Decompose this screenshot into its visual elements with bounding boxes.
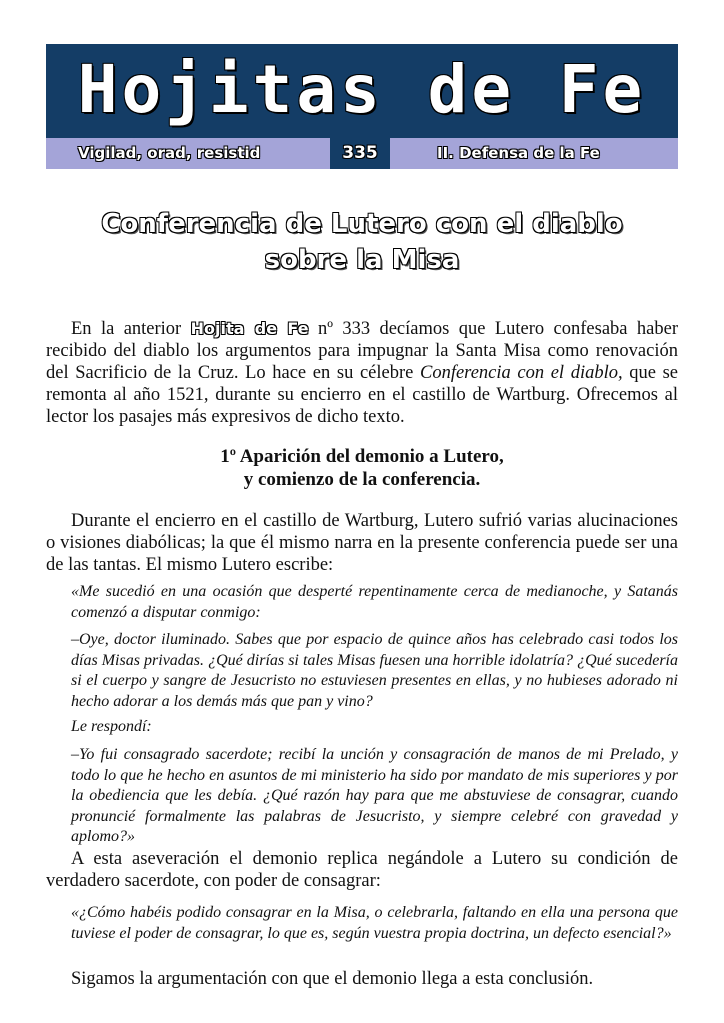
- intro-work: Conferencia con el diablo,: [419, 363, 623, 383]
- quote-1: «Me sucedió en una ocasión que desperté repentinamente cerca de medianoche, y Satanás comenzó a disputar conmigo:: [71, 583, 678, 621]
- masthead-motto: Vigilad, orad, resistid: [78, 144, 261, 162]
- paragraph-3: A esta aseveración el demonio replica negándole a Lutero su condición de verdadero sacerdote, con poder de consagrar:: [46, 849, 678, 891]
- intro-middle: nº 333 decíamos que Lutero confesaba haber recibido del diablo los argumentos para impugnar la Santa Misa como renovación del Sacrificio de la Cruz. Lo hace en su célebre: [46, 319, 678, 383]
- paragraph-2: Durante el encierro en el castillo de Wartburg, Lutero sufrió varias alucinaciones o visiones diabólicas; la que él mismo narra en la presente conferencia puede ser una de las tantas. El mismo Lutero escribe:: [46, 511, 678, 575]
- article-title-line1: Conferencia de Lutero con el diablo: [101, 209, 623, 239]
- section-heading: [46, 445, 678, 491]
- intro-before: En la anterior: [71, 319, 191, 339]
- quote-2-block: [46, 630, 678, 712]
- quote-3-block: [46, 717, 678, 738]
- paragraph-4: Sigamos la argumentación con que el demonio llega a esta conclusión.: [71, 969, 594, 989]
- quote-5-block: [46, 903, 678, 944]
- brand-inline: Hojita de Fe: [190, 319, 309, 338]
- paragraph-3-block: [46, 848, 678, 892]
- paragraph-4-block: [46, 968, 678, 990]
- quote-2: –Oye, doctor iluminado. Sabes que por espacio de quince años has celebrado casi todos los días Misas privadas. ¿Qué dirías si tales Misas fuesen una horrible idolatría? ¿Qué sucedería si el cuerpo y sangre de Jesucristo no estuviesen presentes en ellas, y no hubieses adorado ni hecho adorar a los demás más que pan y vino?: [71, 631, 678, 710]
- quote-5: «¿Cómo habéis podido consagrar en la Misa, o celebrarla, faltando en ella una persona que tuviese el poder de consagrar, lo que es, según vuestra propia doctrina, un defecto esencial?»: [71, 904, 678, 942]
- issue-number: 335: [330, 138, 390, 169]
- quote-4-block: [46, 745, 678, 848]
- article-title: [46, 206, 678, 278]
- intro-paragraph: [46, 318, 678, 428]
- intro-after: que se remonta al año 1521, durante su encierro en el castillo de Wartburg. Ofrecemos al lector los pasajes más expresivos de dicho texto.: [46, 363, 679, 427]
- section-heading-line2: y comienzo de la conferencia.: [243, 469, 481, 490]
- article-title-line2: sobre la Misa: [264, 245, 460, 275]
- masthead-title: Hojitas de Fe: [77, 51, 647, 128]
- quote-4: –Yo fui consagrado sacerdote; recibí la unción y consagración de manos de mi Prelado, y todo lo que he hecho en asuntos de mi ministerio ha sido por mandato de mis superiores y por la obediencia que les debía. ¿Qué razón hay para que me abstuviese de consagrar, cuando pronuncié formalmente las palabras de Jesucristo, y siempre celebré con gravedad y aplomo?»: [71, 746, 678, 845]
- masthead-section: II. Defensa de la Fe: [437, 144, 600, 162]
- section-heading-line1: 1º Aparición del demonio a Lutero,: [220, 446, 504, 467]
- paragraph-2-block: [46, 510, 678, 576]
- quote-3: Le respondí:: [71, 718, 152, 735]
- quote-1-block: [46, 582, 678, 623]
